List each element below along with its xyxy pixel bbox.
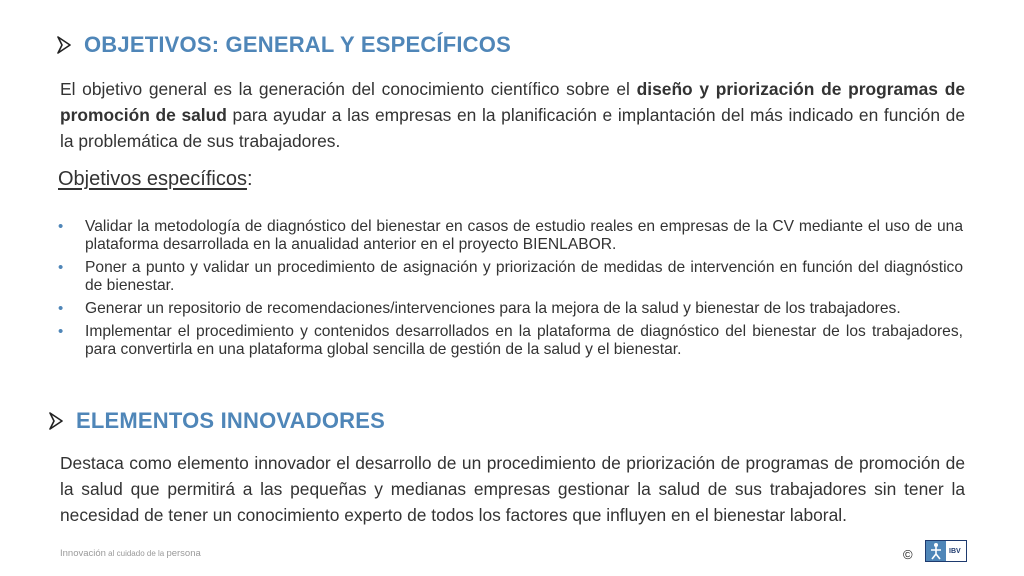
list-item (58, 218, 963, 254)
bullet-dot-icon: • (58, 259, 64, 276)
list-item-text: Implementar el procedimiento y contenidos desarrollados en la plataforma de diagnóstico del bienestar de los trabajadores, para convertirla en una plataforma global sencilla de gestión de la salud y el bienestar. (85, 323, 963, 358)
emphasis-text: diseño y priorización de programas de promoción de salud (60, 79, 965, 125)
section-heading-label: ELEMENTOS INNOVADORES (76, 408, 385, 433)
ibv-figure-icon (926, 541, 946, 561)
paragraph-text: El objetivo general es la generación del conocimiento científico sobre el (60, 79, 637, 99)
list-item-text: Poner a punto y validar un procedimiento de asignación y priorización de medidas de intervención en función del diagnóstico de bienestar. (85, 259, 963, 294)
specific-objectives-heading (58, 168, 253, 191)
section-heading-innovations (48, 408, 385, 434)
specific-objectives-list (58, 218, 963, 364)
bullet-dot-icon: • (58, 300, 64, 317)
footer-word-care: al cuidado de la (105, 549, 167, 558)
list-item (58, 323, 963, 359)
general-objective-paragraph (60, 76, 965, 154)
innovation-paragraph: Destaca como elemento innovador el desarrollo de un procedimiento de priorización de programas de promoción de la salud que permitirá a las pequeñas y medianas empresas gestionar la salud de sus trabajadores sin tener la necesidad de tener un conocimiento experto de todos los factores que influyen en el bienestar laboral. (60, 453, 965, 525)
bullet-dot-icon: • (58, 218, 64, 235)
specific-objectives-colon: : (246, 168, 253, 190)
copyright-symbol: © (903, 547, 913, 562)
section-heading-label: OBJETIVOS: GENERAL Y ESPECÍFICOS (84, 32, 511, 57)
arrow-bullet-icon (48, 412, 64, 430)
bullet-dot-icon: • (58, 323, 64, 340)
footer-word-person: persona (166, 548, 201, 559)
footer-word-innovation: Innovación (60, 548, 106, 559)
section-heading-objectives (56, 32, 511, 58)
specific-objectives-label: Objetivos específicos (58, 168, 247, 190)
ibv-logo-text: IBV (949, 547, 961, 555)
arrow-bullet-icon (56, 36, 72, 54)
list-item-text: Generar un repositorio de recomendaciones/intervenciones para la mejora de la salud y bienestar de los trabajadores. (85, 300, 901, 317)
list-item (58, 259, 963, 295)
footer-tagline (60, 548, 201, 559)
list-item (58, 300, 963, 318)
ibv-logo-icon (925, 540, 967, 562)
list-item-text: Validar la metodología de diagnóstico del bienestar en casos de estudio reales en empresas de la CV mediante el uso de una plataforma desarrollada en la anualidad anterior en el proyecto BIENLABOR. (85, 218, 963, 253)
paragraph-text: para ayudar a las empresas en la planificación e implantación del más indicado en función de la problemática de sus trabajadores. (60, 105, 965, 151)
